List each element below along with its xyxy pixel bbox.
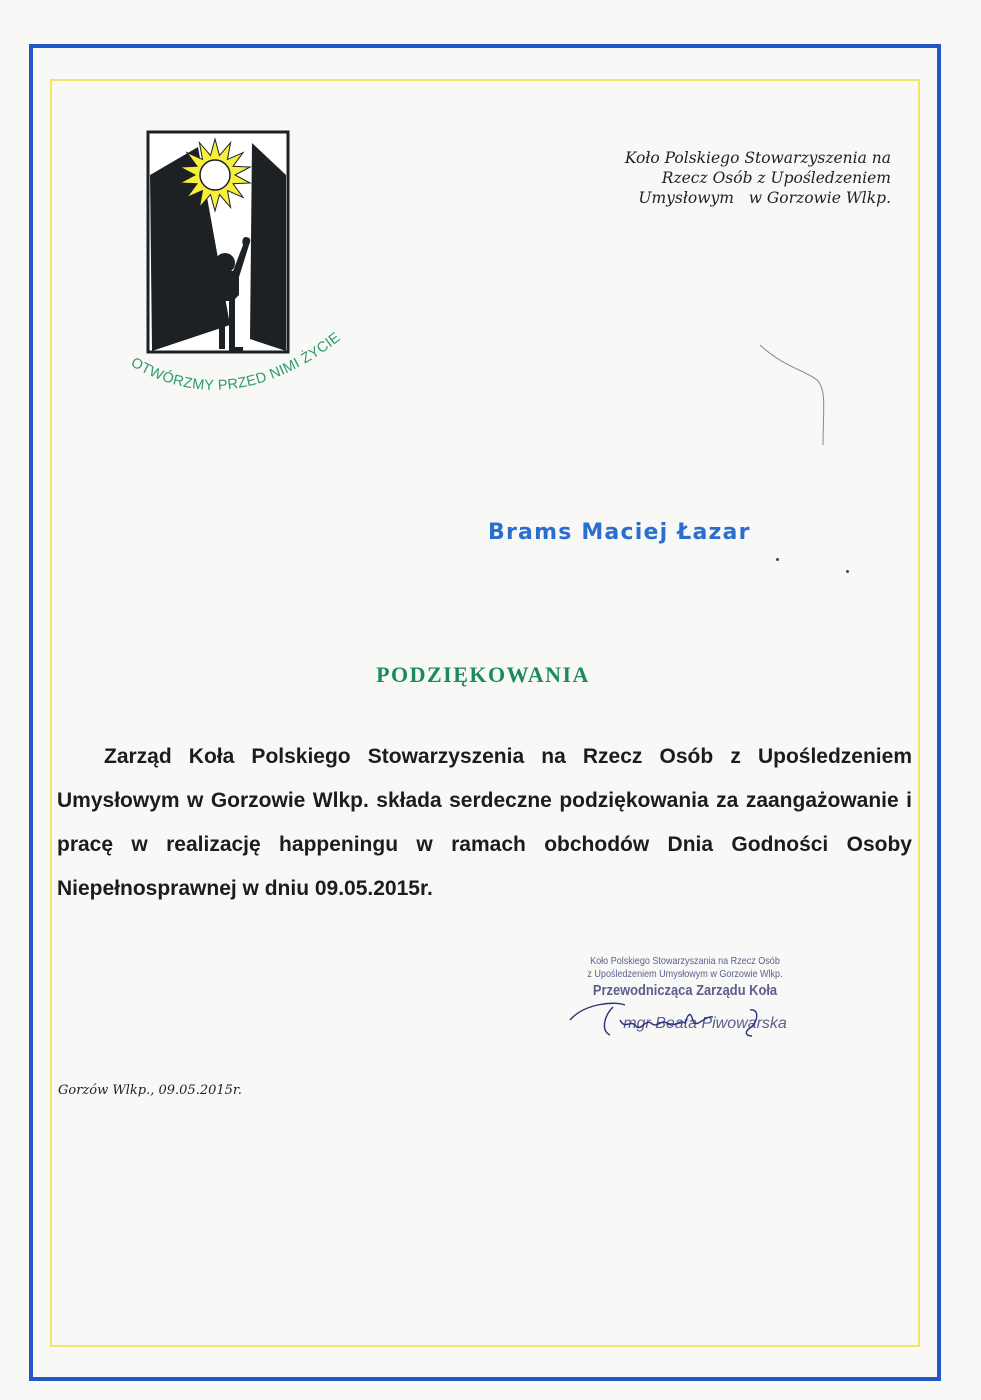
org-header-line: Rzecz Osób z Upośledzeniem [661,169,891,187]
logo-slogan: OTWÓRZMY PRZED NIMI ŻYCIE [128,329,344,394]
speck [846,570,849,573]
place-and-date: Gorzów Wlkp., 09.05.2015r. [58,1083,242,1098]
pen-stroke-mark [755,340,835,450]
organization-header [625,148,891,208]
speck [776,558,779,561]
thank-you-body: Zarząd Koła Polskiego Stowarzyszenia na Rzecz Osób z Upośledzeniem Umysłowym w Gorzowie Wlkp. składa serdeczne podziękowania za zaangażowanie i pracę w realizację happeningu w ramach obchodów Dnia Godności Osoby Niepełnosprawnej w dniu 09.05.2015r. [57,745,912,900]
document-title: PODZIĘKOWANIA [376,662,590,687]
right-door-icon [250,143,286,351]
handwritten-signature [565,995,785,1045]
stamp-title: Przewodnicząca Zarządu Koła [592,982,778,999]
stamp-line: Koło Polskiego Stowarzyszania na Rzecz Osób [590,955,780,967]
organization-logo [100,125,360,425]
stamp-line: z Upośledzeniem Umysłowym w Gorzowie Wlkp. [587,968,783,980]
recipient-name: Brams Maciej Łazar [488,520,751,545]
org-header-line: Umysłowym w Gorzowie Wlkp. [638,189,891,207]
org-header-line: Koło Polskiego Stowarzyszenia na [624,149,891,167]
stamp-signatory: mgr Beata Piwowarska [623,1015,787,1032]
